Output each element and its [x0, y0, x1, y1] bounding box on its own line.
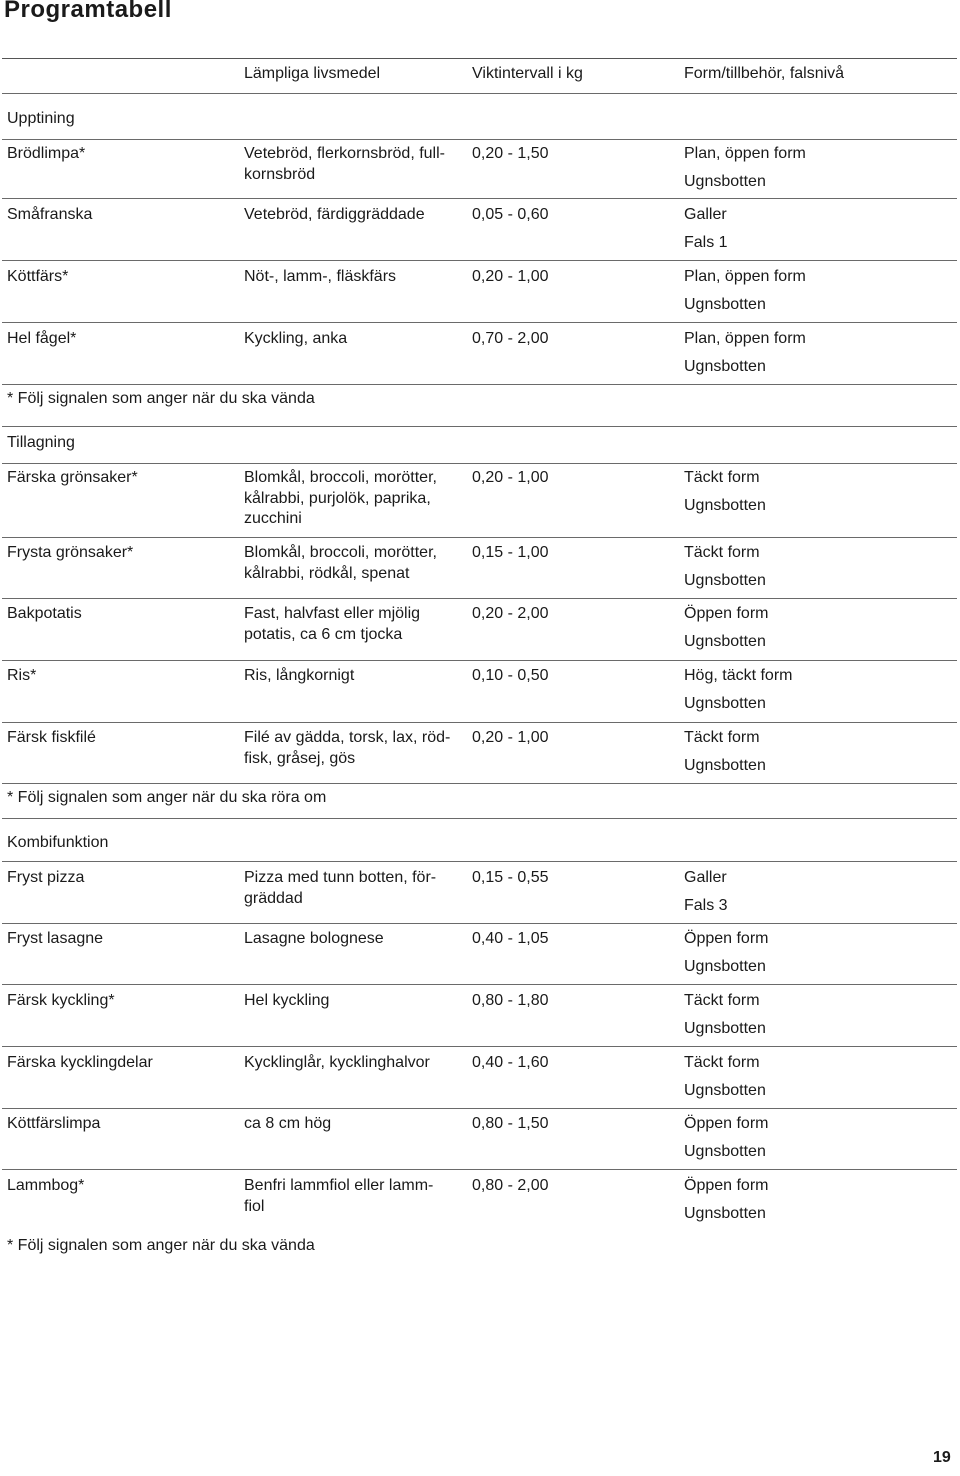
- footnote: * Följ signalen som anger när du ska vända: [7, 1237, 315, 1254]
- form-accessory: [684, 1176, 768, 1224]
- program-name: Fryst pizza: [7, 869, 85, 886]
- form-label: Öppen form: [684, 930, 769, 947]
- suitable-food: [244, 1114, 331, 1135]
- suitable-food: [244, 267, 396, 288]
- suitable-food-line: kornsbröd: [244, 165, 316, 183]
- shelf-level: Ugnsbotten: [684, 1081, 766, 1099]
- weight-range: 0,20 - 2,00: [472, 605, 549, 622]
- weight-range: 0,20 - 1,00: [472, 268, 549, 285]
- form-label: Täckt form: [684, 1054, 760, 1071]
- form-accessory: [684, 1114, 768, 1162]
- form-label: Plan, öppen form: [684, 268, 806, 285]
- suitable-food-line: Vetebröd, färdiggräddade: [244, 206, 425, 223]
- suitable-food: [244, 728, 450, 769]
- suitable-food: [244, 543, 437, 584]
- header-suitable-food: Lämpliga livsmedel: [244, 65, 381, 82]
- program-name: Färsk fiskfilé: [7, 729, 96, 746]
- program-name: Färska grönsaker*: [7, 469, 138, 486]
- form-label: Täckt form: [684, 729, 760, 746]
- section-heading: Upptining: [7, 110, 75, 127]
- form-label: Öppen form: [684, 1177, 769, 1194]
- row-divider: [2, 1046, 957, 1047]
- suitable-food-line: Filé av gädda, torsk, lax, röd-: [244, 729, 451, 746]
- suitable-food: [244, 868, 436, 909]
- header-form-level: Form/tillbehör, falsnivå: [684, 65, 845, 82]
- form-accessory: [684, 1053, 766, 1101]
- row-divider: [2, 660, 957, 661]
- form-label: Öppen form: [684, 605, 769, 622]
- shelf-level: Ugnsbotten: [684, 756, 766, 774]
- form-accessory: [684, 991, 766, 1039]
- weight-range: 0,15 - 0,55: [472, 869, 549, 886]
- row-divider: [2, 322, 957, 323]
- suitable-food-line: kålrabbi, purjolök, paprika,: [244, 489, 431, 507]
- row-divider: [2, 1108, 957, 1109]
- weight-range: 0,20 - 1,50: [472, 145, 549, 162]
- suitable-food-line: zucchini: [244, 510, 302, 527]
- form-label: Plan, öppen form: [684, 145, 806, 162]
- program-name: Köttfärs*: [7, 268, 69, 285]
- weight-range: 0,10 - 0,50: [472, 667, 549, 684]
- header-weight-range: Viktintervall i kg: [472, 65, 583, 82]
- program-name: Fryst lasagne: [7, 930, 104, 947]
- row-divider: [2, 198, 957, 199]
- weight-range: 0,40 - 1,60: [472, 1054, 549, 1071]
- suitable-food-line: Ris, långkornigt: [244, 667, 355, 684]
- suitable-food-line: Blomkål, broccoli, morötter,: [244, 469, 437, 486]
- row-divider: [2, 923, 957, 924]
- weight-range: 0,05 - 0,60: [472, 206, 549, 223]
- shelf-level: Ugnsbotten: [684, 632, 766, 650]
- shelf-level: Ugnsbotten: [684, 1142, 766, 1160]
- suitable-food: [244, 205, 425, 226]
- row-divider: [2, 818, 957, 819]
- program-name: Brödlimpa*: [7, 145, 86, 162]
- row-divider: [2, 463, 957, 464]
- form-label: Öppen form: [684, 1115, 769, 1132]
- suitable-food: [244, 991, 329, 1012]
- row-divider: [2, 384, 957, 385]
- form-accessory: [684, 144, 806, 192]
- form-label: Galler: [684, 206, 727, 223]
- table-top-rule: [2, 58, 957, 59]
- program-name: Frysta grönsaker*: [7, 544, 134, 561]
- row-divider: [2, 260, 957, 261]
- program-name: Färsk kyckling*: [7, 992, 115, 1009]
- suitable-food-line: Benfri lammfiol eller lamm-: [244, 1177, 434, 1194]
- row-divider: [2, 93, 957, 94]
- weight-range: 0,80 - 2,00: [472, 1177, 549, 1194]
- form-accessory: [684, 728, 766, 776]
- row-divider: [2, 426, 957, 427]
- row-divider: [2, 1169, 957, 1170]
- row-divider: [2, 139, 957, 140]
- form-accessory: [684, 666, 792, 714]
- shelf-level: Ugnsbotten: [684, 957, 766, 975]
- form-accessory: [684, 868, 728, 916]
- shelf-level: Ugnsbotten: [684, 571, 766, 589]
- shelf-level: Ugnsbotten: [684, 1204, 766, 1222]
- program-name: Bakpotatis: [7, 605, 82, 622]
- shelf-level: Ugnsbotten: [684, 1019, 766, 1037]
- program-name: Köttfärslimpa: [7, 1115, 101, 1132]
- form-accessory: [684, 329, 806, 377]
- row-divider: [2, 783, 957, 784]
- suitable-food: [244, 1053, 430, 1074]
- suitable-food: [244, 929, 384, 950]
- form-label: Plan, öppen form: [684, 330, 806, 347]
- form-accessory: [684, 543, 766, 591]
- suitable-food: [244, 144, 445, 185]
- row-divider: [2, 537, 957, 538]
- weight-range: 0,15 - 1,00: [472, 544, 549, 561]
- footnote: * Följ signalen som anger när du ska vända: [7, 390, 315, 407]
- footnote: * Följ signalen som anger när du ska röra om: [7, 789, 327, 806]
- program-name: Hel fågel*: [7, 330, 77, 347]
- suitable-food-line: potatis, ca 6 cm tjocka: [244, 625, 403, 643]
- shelf-level: Ugnsbotten: [684, 295, 766, 313]
- suitable-food-line: Hel kyckling: [244, 992, 330, 1009]
- weight-range: 0,20 - 1,00: [472, 469, 549, 486]
- suitable-food-line: Pizza med tunn botten, för-: [244, 869, 437, 886]
- page-title: Programtabell: [4, 0, 172, 23]
- form-accessory: [684, 267, 806, 315]
- form-accessory: [684, 468, 766, 516]
- shelf-level: Ugnsbotten: [684, 357, 766, 375]
- row-divider: [2, 598, 957, 599]
- form-label: Täckt form: [684, 992, 760, 1009]
- page-number: 19: [933, 1449, 951, 1466]
- form-label: Galler: [684, 869, 727, 886]
- shelf-level: Fals 1: [684, 233, 728, 251]
- suitable-food-line: Kyckling, anka: [244, 330, 348, 347]
- suitable-food-line: fiol: [244, 1197, 265, 1215]
- form-label: Täckt form: [684, 469, 760, 486]
- section-heading: Tillagning: [7, 434, 75, 451]
- suitable-food: [244, 1176, 433, 1217]
- shelf-level: Ugnsbotten: [684, 496, 766, 514]
- suitable-food-line: ca 8 cm hög: [244, 1115, 332, 1132]
- suitable-food-line: kålrabbi, rödkål, spenat: [244, 564, 410, 582]
- suitable-food-line: Nöt-, lamm-, fläskfärs: [244, 268, 397, 285]
- shelf-level: Ugnsbotten: [684, 694, 766, 712]
- program-name: Färska kycklingdelar: [7, 1054, 153, 1071]
- shelf-level: Ugnsbotten: [684, 172, 766, 190]
- form-accessory: [684, 205, 728, 253]
- weight-range: 0,40 - 1,05: [472, 930, 549, 947]
- row-divider: [2, 984, 957, 985]
- form-label: Hög, täckt form: [684, 667, 793, 684]
- suitable-food-line: Lasagne bolognese: [244, 930, 384, 947]
- suitable-food: [244, 604, 420, 645]
- form-accessory: [684, 604, 768, 652]
- weight-range: 0,80 - 1,80: [472, 992, 549, 1009]
- row-divider: [2, 722, 957, 723]
- row-divider: [2, 861, 957, 862]
- suitable-food-line: gräddad: [244, 889, 303, 907]
- suitable-food-line: Kycklinglår, kycklinghalvor: [244, 1054, 430, 1071]
- suitable-food: [244, 468, 437, 530]
- program-name: Ris*: [7, 667, 37, 684]
- section-heading: Kombifunktion: [7, 834, 109, 851]
- suitable-food-line: Fast, halvfast eller mjölig: [244, 605, 421, 622]
- program-name: Lammbog*: [7, 1177, 85, 1194]
- suitable-food: [244, 666, 354, 687]
- form-label: Täckt form: [684, 544, 760, 561]
- weight-range: 0,20 - 1,00: [472, 729, 549, 746]
- suitable-food-line: fisk, gråsej, gös: [244, 749, 356, 767]
- program-name: Småfranska: [7, 206, 93, 223]
- weight-range: 0,80 - 1,50: [472, 1115, 549, 1132]
- suitable-food-line: Blomkål, broccoli, morötter,: [244, 544, 437, 561]
- form-accessory: [684, 929, 768, 977]
- shelf-level: Fals 3: [684, 896, 728, 914]
- suitable-food-line: Vetebröd, flerkornsbröd, full-: [244, 145, 445, 162]
- suitable-food: [244, 329, 347, 350]
- weight-range: 0,70 - 2,00: [472, 330, 549, 347]
